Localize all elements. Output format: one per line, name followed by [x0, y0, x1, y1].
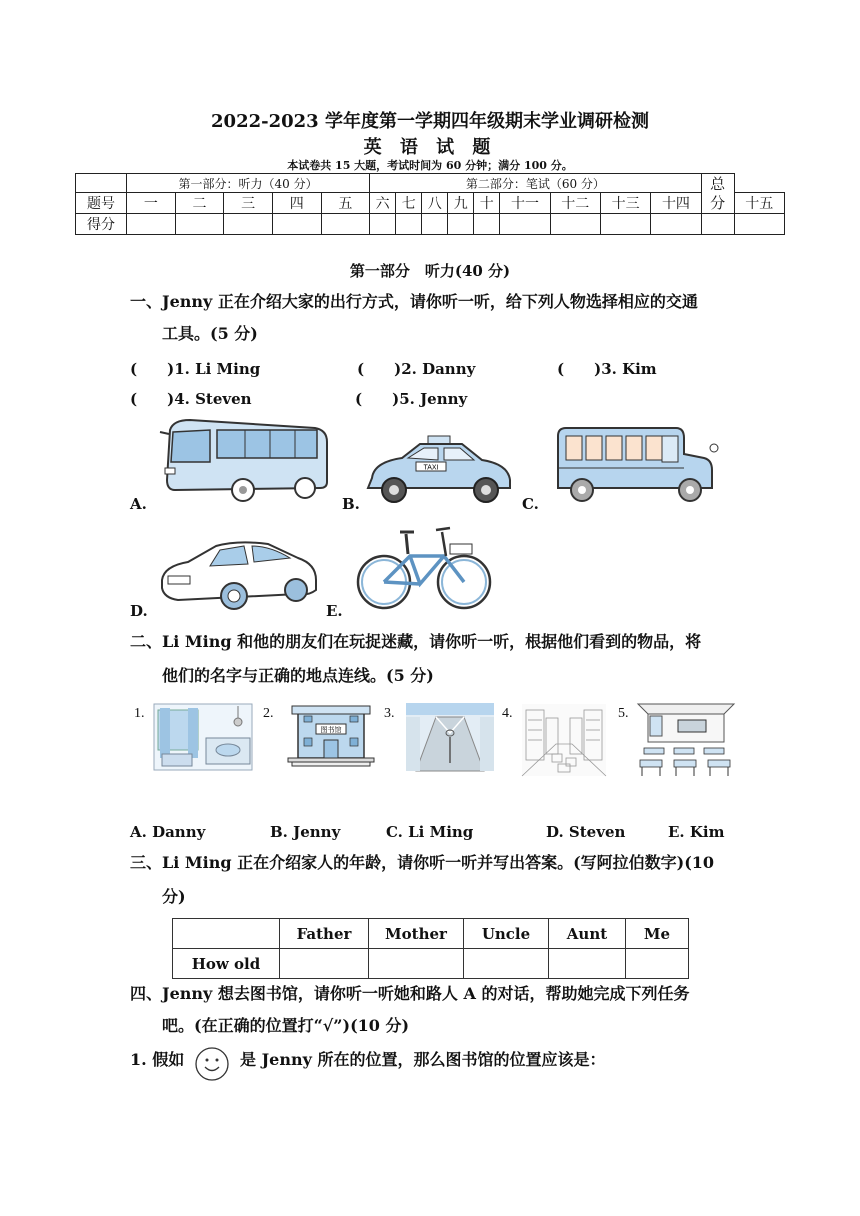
q4-line2: 吧。(在正确的位置打“√”)(10 分) [162, 1016, 410, 1035]
name-d: D. Steven [546, 823, 626, 841]
header-me: Me [626, 919, 689, 949]
question-column-5: 五 [321, 193, 370, 214]
option-e-label: E. [326, 602, 343, 620]
bus-image [155, 412, 335, 504]
question-column-7: 七 [396, 193, 422, 214]
question-column-15: 十五 [734, 193, 784, 214]
part1-header: 第一部分：听力（40 分） [127, 174, 370, 193]
question-column-14: 十四 [651, 193, 701, 214]
library-sign: 图书馆 [320, 726, 342, 734]
part2-header: 第二部分：笔试（60 分） [370, 174, 701, 193]
score-cell-13[interactable] [600, 214, 650, 235]
row-label: 题号 [76, 193, 127, 214]
question-column-11: 十一 [500, 193, 550, 214]
option-b-label: B. [342, 495, 360, 513]
playground-image [406, 703, 494, 771]
score-cell-10[interactable] [474, 214, 500, 235]
q4-sub1-a: 1. 假如 [130, 1050, 185, 1069]
header-mother: Mother [369, 919, 464, 949]
q4-sub1-b: 是 Jenny 所在的位置，那么图书馆的位置应该是： [240, 1050, 606, 1069]
answer-uncle[interactable] [464, 949, 549, 979]
q1-item-3: ( )3. Kim [557, 360, 657, 378]
taxi-image [362, 436, 514, 506]
bicycle-image [354, 522, 494, 614]
question-column-10: 十 [474, 193, 500, 214]
answer-father[interactable] [280, 949, 369, 979]
score-cell-6[interactable] [370, 214, 396, 235]
name-b: B. Jenny [270, 823, 341, 841]
score-table [75, 173, 785, 235]
question-column-12: 十二 [550, 193, 600, 214]
score-cell-15[interactable] [701, 214, 734, 235]
question-column-3: 三 [224, 193, 273, 214]
score-cell-7[interactable] [396, 214, 422, 235]
name-c: C. Li Ming [386, 823, 474, 841]
answer-mother[interactable] [369, 949, 464, 979]
name-a: A. Danny [130, 823, 206, 841]
question-column-8: 八 [422, 193, 448, 214]
score-cell-14[interactable] [651, 214, 701, 235]
school-bus-image [552, 424, 720, 508]
pic-number-2: 2. [263, 706, 274, 721]
q1-item-5: ( )5. Jenny [355, 390, 468, 408]
section1-heading: 第一部分 听力(40 分) [349, 262, 511, 280]
answer-me[interactable] [626, 949, 689, 979]
header-aunt: Aunt [549, 919, 626, 949]
name-e: E. Kim [668, 823, 725, 841]
pic-number-4: 4. [502, 706, 513, 721]
score-cell-8[interactable] [422, 214, 448, 235]
question-column-2: 二 [175, 193, 224, 214]
total-header: 总 分 [701, 174, 734, 214]
living-room-image [152, 702, 254, 772]
score-cell-1[interactable] [127, 214, 176, 235]
header-father: Father [280, 919, 369, 949]
q1-item-1: ( )1. Li Ming [130, 360, 261, 378]
exam-subtitle: 英 语 试 题 [363, 137, 497, 158]
q3-line1: 三、Li Ming 正在介绍家人的年龄，请你听一听并写出答案。(写阿拉伯数字)(10 [130, 853, 715, 872]
q1-line1: 一、Jenny 正在介绍大家的出行方式，请你听一听，给下列人物选择相应的交通 [130, 292, 698, 311]
pic-number-1: 1. [134, 706, 145, 721]
answer-aunt[interactable] [549, 949, 626, 979]
question-column-13: 十三 [600, 193, 650, 214]
score-cell-9[interactable] [448, 214, 474, 235]
street-image [522, 704, 606, 776]
exam-note: 本试卷共 15 大题，考试时间为 60 分钟；满分 100 分。 [287, 159, 573, 172]
score-cell-total[interactable] [734, 214, 784, 235]
question-column-1: 一 [127, 193, 176, 214]
question-column-9: 九 [448, 193, 474, 214]
q1-item-4: ( )4. Steven [130, 390, 252, 408]
score-cell-12[interactable] [550, 214, 600, 235]
q1-line2: 工具。(5 分) [162, 324, 258, 343]
question-column-4: 四 [272, 193, 321, 214]
q3-line2: 分) [162, 887, 186, 906]
pic-number-3: 3. [384, 706, 395, 721]
ages-table [172, 918, 689, 979]
classroom-image [638, 704, 734, 776]
score-label: 得分 [76, 214, 127, 235]
q4-line1: 四、Jenny 想去图书馆，请你听一听她和路人 A 的对话，帮助她完成下列任务 [130, 984, 690, 1003]
q2-line2: 他们的名字与正确的地点连线。(5 分) [162, 666, 434, 685]
pic-number-5: 5. [618, 706, 629, 721]
option-d-label: D. [130, 602, 148, 620]
smiley-face-icon [195, 1046, 229, 1082]
taxi-sign: TAXI [423, 464, 439, 472]
score-cell-5[interactable] [321, 214, 370, 235]
car-image [158, 536, 320, 612]
option-c-label: C. [522, 495, 539, 513]
score-cell-4[interactable] [272, 214, 321, 235]
header-uncle: Uncle [464, 919, 549, 949]
library-building-image [288, 704, 374, 768]
q1-item-2: ( )2. Danny [357, 360, 476, 378]
question-column-6: 六 [370, 193, 396, 214]
exam-title: 2022-2023 学年度第一学期四年级期末学业调研检测 [211, 111, 649, 132]
score-cell-2[interactable] [175, 214, 224, 235]
q2-line1: 二、Li Ming 和他的朋友们在玩捉迷藏，请你听一听，根据他们看到的物品，将 [130, 632, 702, 651]
option-a-label: A. [130, 495, 147, 513]
score-cell-3[interactable] [224, 214, 273, 235]
row-how-old: How old [173, 949, 280, 979]
score-cell-11[interactable] [500, 214, 550, 235]
